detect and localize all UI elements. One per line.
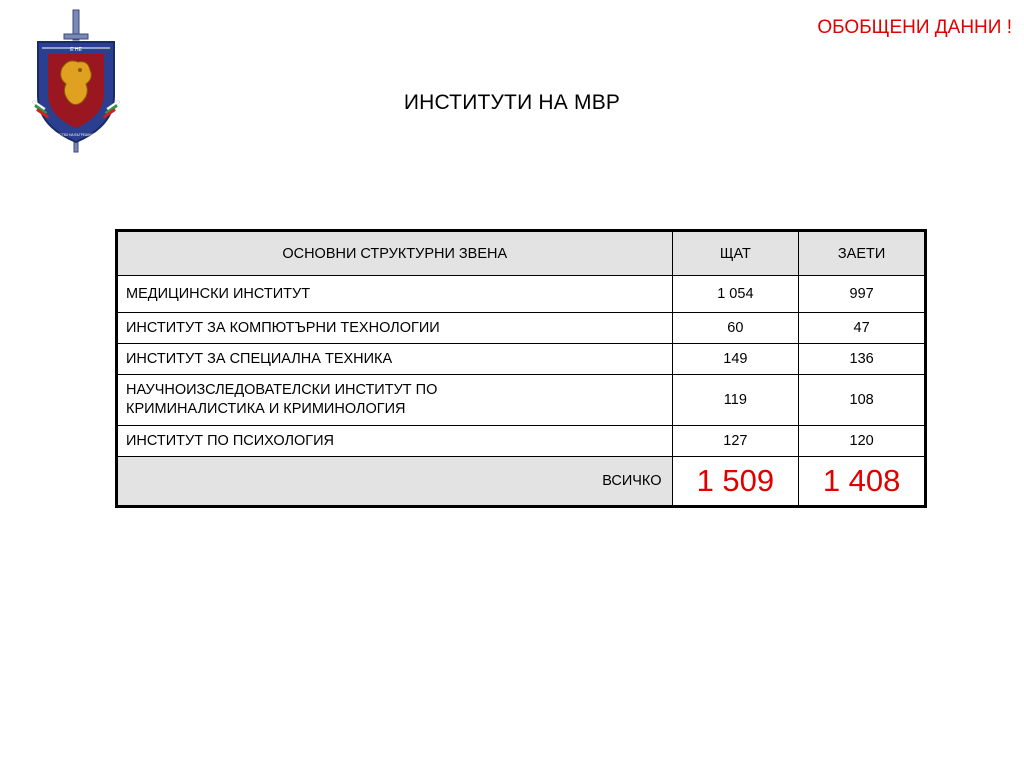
row-staff: 1 054 <box>672 276 799 313</box>
row-occupied: 108 <box>799 375 926 426</box>
table-row <box>117 313 926 344</box>
row-name: ИНСТИТУТ ЗА СПЕЦИАЛНА ТЕХНИКА <box>117 344 673 375</box>
total-staff: 1 509 <box>672 457 799 507</box>
row-staff: 149 <box>672 344 799 375</box>
page-title: ИНСТИТУТИ НА МВР <box>403 91 621 114</box>
row-staff: 127 <box>672 426 799 457</box>
table-row <box>117 375 926 426</box>
row-occupied: 47 <box>799 313 926 344</box>
row-occupied: 997 <box>799 276 926 313</box>
row-occupied: 120 <box>799 426 926 457</box>
row-occupied: 136 <box>799 344 926 375</box>
row-name: ИНСТИТУТ ЗА КОМПЮТЪРНИ ТЕХНОЛОГИИ <box>117 313 673 344</box>
row-name-line-2: КРИМИНАЛИСТИКА И КРИМИНОЛОГИЯ <box>126 401 406 417</box>
emblem-motto-bottom: МИНИСТЕРСТВО НА ВЪТРЕШНИТЕ РАБОТИ <box>41 133 111 137</box>
row-name-line-1: НАУЧНОИЗСЛЕДОВАТЕЛСКИ ИНСТИТУТ ПО <box>126 382 438 398</box>
row-name: ИНСТИТУТ ПО ПСИХОЛОГИЯ <box>117 426 673 457</box>
row-staff: 119 <box>672 375 799 426</box>
row-name <box>117 375 673 426</box>
column-header-units: ОСНОВНИ СТРУКТУРНИ ЗВЕНА <box>117 231 673 276</box>
total-occupied: 1 408 <box>799 457 926 507</box>
column-header-occupied: ЗАЕТИ <box>799 231 926 276</box>
table-row <box>117 344 926 375</box>
summary-data-tag: ОБОБЩЕНИ ДАННИ ! <box>817 17 1012 38</box>
institutes-table <box>115 229 927 508</box>
row-name: МЕДИЦИНСКИ ИНСТИТУТ <box>117 276 673 313</box>
total-label: ВСИЧКО <box>117 457 673 507</box>
row-staff: 60 <box>672 313 799 344</box>
column-header-staff: ЩАТ <box>672 231 799 276</box>
mvr-emblem-logo <box>28 8 124 156</box>
table-row <box>117 276 926 313</box>
table-total-row <box>117 457 926 507</box>
table-row <box>117 426 926 457</box>
emblem-motto-top: Е НЕ <box>70 47 82 53</box>
table-header-row <box>117 231 926 276</box>
